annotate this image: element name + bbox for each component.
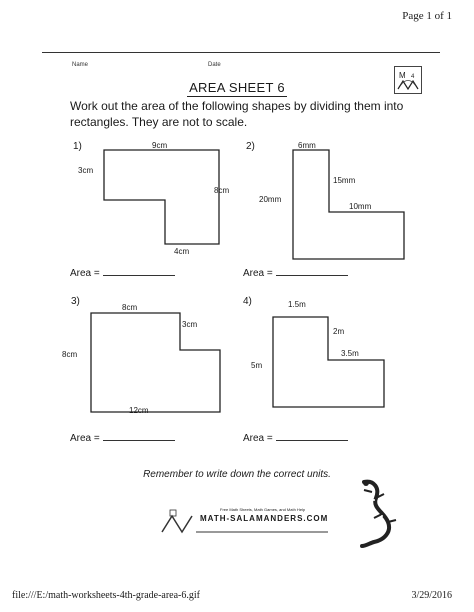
problem-2-left-label: 20mm xyxy=(259,195,282,204)
problem-2-step-label: 10mm xyxy=(349,202,372,211)
print-date: 3/29/2016 xyxy=(411,590,452,601)
area-answer-3 xyxy=(70,431,175,444)
area-label: Area = xyxy=(70,433,100,444)
area-answer-2 xyxy=(243,266,348,279)
svg-text:M: M xyxy=(399,71,406,80)
answer-blank-3[interactable] xyxy=(103,431,175,441)
area-label: Area = xyxy=(70,268,100,279)
problem-4-left-label: 5m xyxy=(251,361,263,370)
problem-2-top-label: 6mm xyxy=(298,141,316,150)
footer-site[interactable]: MATH-SALAMANDERS.COM xyxy=(200,514,329,523)
problem-3-left-label: 8cm xyxy=(62,350,78,359)
problem-3-top-label: 8cm xyxy=(122,303,138,312)
problem-2-inner-label: 15mm xyxy=(333,176,356,185)
problem-4-step-label: 3.5m xyxy=(341,349,359,358)
footer-blurb: Free Math Sheets, Math Games, and Math Help xyxy=(220,507,306,512)
shape-1 xyxy=(104,150,219,244)
page-title: AREA SHEET 6 xyxy=(189,80,285,95)
svg-text:4: 4 xyxy=(411,74,415,80)
shape-4 xyxy=(273,317,384,407)
problem-4-number: 4) xyxy=(243,296,252,307)
problem-3-inner-label: 3cm xyxy=(182,320,198,329)
problem-4-inner-label: 2m xyxy=(333,327,345,336)
problem-1-bottom-label: 4cm xyxy=(174,247,190,256)
area-label: Area = xyxy=(243,268,273,279)
problem-1-number: 1) xyxy=(73,141,82,152)
instructions: Work out the area of the following shapes by dividing them into rectangles. They are not to scale. xyxy=(70,99,404,129)
salamander-icon xyxy=(344,478,404,548)
problem-1-left-label: 3cm xyxy=(78,166,94,175)
date-label: Date xyxy=(208,62,221,68)
problem-4-top-label: 1.5m xyxy=(288,300,306,309)
file-path: file:///E:/math-worksheets-4th-grade-area-6.gif xyxy=(12,590,200,601)
area-answer-1 xyxy=(70,266,175,279)
answer-blank-1[interactable] xyxy=(103,266,175,276)
area-label: Area = xyxy=(243,433,273,444)
problem-1-right-label: 8cm xyxy=(214,186,230,195)
units-reminder: Remember to write down the correct units. xyxy=(143,469,331,480)
problem-2-number: 2) xyxy=(246,141,255,152)
answer-blank-4[interactable] xyxy=(276,431,348,441)
problem-1-top-label: 9cm xyxy=(152,141,168,150)
area-answer-4 xyxy=(243,431,348,444)
problem-3-number: 3) xyxy=(71,296,80,307)
page-number: Page 1 of 1 xyxy=(402,10,452,22)
name-label: Name xyxy=(72,62,89,68)
answer-blank-2[interactable] xyxy=(276,266,348,276)
shape-3 xyxy=(91,313,220,412)
problem-3-bottom-label: 12cm xyxy=(129,406,149,415)
